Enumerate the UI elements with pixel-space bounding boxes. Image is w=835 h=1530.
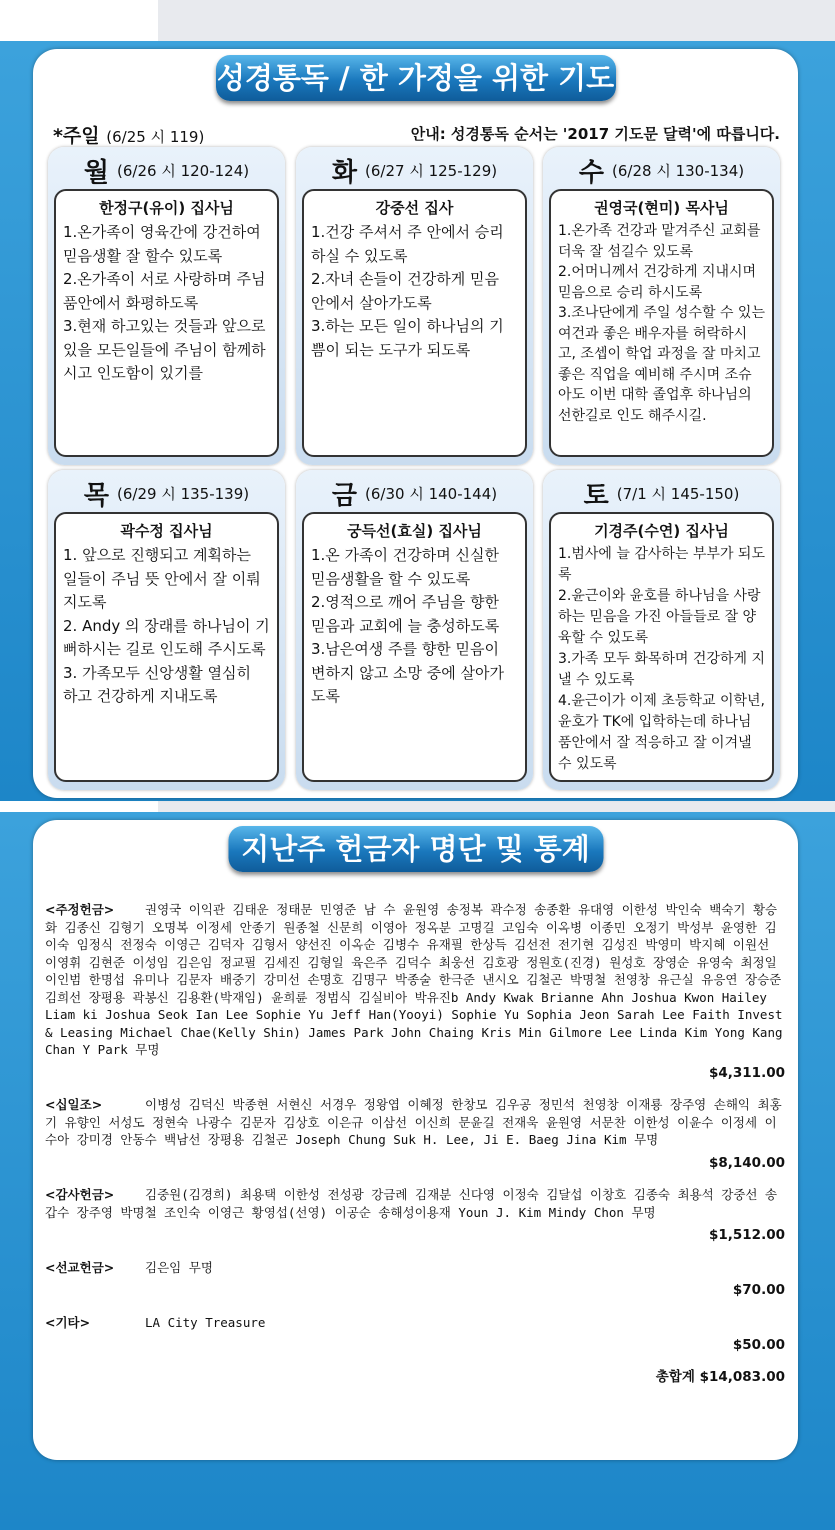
- offering-category: [45, 1314, 785, 1332]
- prayer-item: 2.영적으로 깨어 주님을 향한 믿음과 교회에 늘 충성하도록: [311, 593, 500, 635]
- prayer-item: 2.어머니께서 건강하게 지내시며 믿음으로 승리 하시도록: [558, 264, 757, 301]
- day-reading-ref: (6/28 시 130-134): [612, 162, 745, 180]
- offering-donor-names: 김은임 무명: [145, 1259, 213, 1275]
- prayer-person: 한정구(유이) 집사님: [99, 199, 234, 217]
- prayer-item: 3. 가족모두 신앙생활 열심히 하고 건강하게 지내도록: [63, 663, 252, 705]
- offering-amount: $4,311.00: [708, 1064, 785, 1081]
- offering-list: [45, 901, 785, 1386]
- offering-title: 지난주 헌금자 명단 및 통계: [228, 826, 603, 872]
- offering-donor-names: 이병성 김덕신 박종현 서현신 서경우 정왕엽 이혜정 한창모 김우공 정민석 천영창 이재룡 장주영 손해익 최홍기 유향인 서성도 정현숙 나광수 김문자 김상호 이은규 이삼선 이신희 문윤길 전재욱 윤원영 서문찬 이한성 이윤수 이정세 이수아 강미경 안동수 백남선 장평용 김철곤 Joseph Chung Suk H. Lee, Ji E. Baeg Jina Kim 무명: [45, 1097, 782, 1147]
- prayer-requests: [54, 512, 279, 782]
- prayer-person: 강중선 집사: [375, 199, 454, 217]
- offering-category: [45, 1096, 785, 1149]
- offering-amount: $8,140.00: [708, 1154, 785, 1171]
- day-box: [296, 147, 533, 465]
- offering-category-label: <감사헌금>: [45, 1187, 115, 1202]
- sunday-ref: (6/25 시 119): [106, 128, 205, 146]
- offering-category: [45, 901, 785, 1059]
- prayer-requests: [54, 189, 279, 457]
- day-header: [296, 152, 533, 189]
- prayer-person: 기경주(수연) 집사님: [594, 522, 729, 540]
- offering-category-label: <주정헌금>: [45, 902, 115, 917]
- offering-category-label: <십일조>: [45, 1097, 103, 1112]
- day-name: 수: [578, 158, 605, 188]
- prayer-item: 4.윤근이가 이제 초등학교 이학년, 윤호가 TK에 입학하는데 하나님 품안에서 잘 적응하고 잘 이겨낼 수 있도록: [558, 693, 765, 772]
- prayer-requests: [302, 512, 527, 782]
- offering-amount: $70.00: [732, 1282, 785, 1298]
- day-name: 토: [583, 481, 609, 511]
- prayer-item: 2.온가족이 서로 사랑하며 주님 품안에서 화평하도록: [63, 270, 266, 312]
- prayer-item: 1.온 가족이 건강하며 신실한 믿음생활을 할 수 있도록: [311, 546, 500, 588]
- prayer-requests: [302, 189, 527, 457]
- prayer-person: 궁득선(효실) 집사님: [347, 522, 482, 540]
- prayer-item: 1.건강 주셔서 주 안에서 승리하실 수 있도록: [311, 223, 504, 265]
- prayer-item: 1.범사에 늘 감사하는 부부가 되도록: [558, 546, 765, 583]
- prayer-card: [33, 49, 798, 798]
- day-box: [543, 147, 780, 465]
- prayer-item: 2.자녀 손들이 건강하게 믿음 안에서 살아가도록: [311, 270, 500, 312]
- day-box: [48, 470, 285, 790]
- day-reading-ref: (7/1 시 145-150): [616, 485, 740, 503]
- day-name: 화: [331, 158, 358, 188]
- day-name: 금: [331, 481, 358, 511]
- day-header: [543, 475, 780, 512]
- offering-category-label: <선교헌금>: [45, 1259, 115, 1275]
- offering-card: [33, 820, 798, 1460]
- offering-donor-names: 김중원(김경희) 최용택 이한성 전성광 강금례 김재분 신다영 이정숙 김달섭 이창호 김종숙 최용석 강중선 송갑수 장주영 박명철 조인숙 이영근 황영섭(선영) 이공순 송해성이용재 Youn J. Kim Mindy Chon 무명: [45, 1187, 778, 1220]
- offering-donor-names: 권영국 이익관 김태운 정태문 민영준 남 수 윤원영 송정복 곽수정 송종환 유대영 이한성 박인숙 백숙기 황승화 김종신 김형기 오명복 이정세 안종기 원종철 신문희 이영아 정옥분 고명길 고임숙 이옥병 이종민 오정기 박성부 윤영한 김이숙 임정식 전정숙 이영근 김덕자 김형서 양선진 이옥순 김병수 유재필 한상득 김선전 전기현 김성진 박영미 박지혜 이원선 이영휘 김현준 이성임 김은임 정교필 김세진 김형일 육은주 김덕수 최웅선 김호광 정원호(진경) 원성호 장영순 유영숙 최정일 이인범 한명섭 유미나 김문자 배중기 강미선 손명호 김명구 박종술 한극준 낸시오 김철곤 박명철 천영창 유근실 유응연 장승준 김희선 장평용 곽봉신 김용환(박재임) 윤희륜 정범식 김실비아 박유진b Andy Kwak Brianne Ahn Joshua Kwon Hailey Liam ki Joshua Seok Ian Lee Sophie Yu Jeff Han(Yooyi) Sophie Yu Sophia Jeon Sarah Lee Faith Invest & Leasing Michael Chae(Kelly Shin) James Park John Chaing Kris Min Gilmore Lee Linda Kim Yong Kang Chan Y Park 무명: [45, 902, 783, 1057]
- sunday-label: *주일: [53, 125, 100, 147]
- day-header: [48, 475, 285, 512]
- day-box: [543, 470, 780, 790]
- offering-category-label: <기타>: [45, 1314, 91, 1330]
- prayer-item: 3.가족 모두 화목하며 건강하게 지낼 수 있도록: [558, 651, 765, 688]
- prayer-person: 곽수정 집사님: [120, 522, 213, 540]
- prayer-title: 성경통독 / 한 가정을 위한 기도: [216, 55, 616, 101]
- day-reading-ref: (6/30 시 140-144): [365, 485, 498, 503]
- day-reading-ref: (6/26 시 120-124): [117, 162, 250, 180]
- offering-donor-names: LA City Treasure: [145, 1314, 266, 1330]
- prayer-item: 1. 앞으로 진행되고 계획하는 일들이 주님 뜻 안에서 잘 이뤄지도록: [63, 546, 261, 611]
- prayer-requests: [549, 512, 774, 782]
- day-header: [48, 152, 285, 189]
- reading-notice: 안내: 성경통독 순서는 '2017 기도문 달력'에 따릅니다.: [410, 125, 780, 143]
- prayer-item: 2.윤근이와 윤호를 하나님을 사랑하는 믿음을 가진 아들들로 잘 양육할 수 있도록: [558, 588, 761, 646]
- day-reading-ref: (6/27 시 125-129): [365, 162, 498, 180]
- sunday-reading: [53, 121, 204, 148]
- offering-category: [45, 1186, 785, 1221]
- day-header: [296, 475, 533, 512]
- prayer-person: 권영국(현미) 목사님: [594, 199, 729, 217]
- day-box: [296, 470, 533, 790]
- offering-category: [45, 1259, 785, 1277]
- prayer-item: 3.하는 모든 일이 하나님의 기쁨이 되는 도구가 되도록: [311, 317, 504, 359]
- prayer-item: 1.온가족이 영육간에 강건하여 믿음생활 잘 할수 있도록: [63, 223, 261, 265]
- offering-grand-total: 총합계 $14,083.00: [655, 1368, 785, 1385]
- prayer-requests: [549, 189, 774, 457]
- day-reading-ref: (6/29 시 135-139): [117, 485, 250, 503]
- prayer-item: 3.현재 하고있는 것들과 앞으로 있을 모든일들에 주님이 함께하시고 인도함이 있기를: [63, 317, 266, 382]
- prayer-item: 2. Andy 의 장래를 하나님이 기뻐하시는 길로 인도해 주시도록: [63, 616, 270, 658]
- prayer-item: 1.온가족 건강과 맡겨주신 교회를 더욱 잘 섬길수 있도록: [558, 223, 761, 260]
- offering-amount: $1,512.00: [708, 1227, 785, 1243]
- day-box: [48, 147, 285, 465]
- day-name: 월: [83, 158, 110, 188]
- prayer-item: 3.남은여생 주를 향한 믿음이 변하지 않고 소망 중에 살아가도록: [311, 640, 504, 705]
- prayer-item: 3.조나단에게 주일 성수할 수 있는 여건과 좋은 배우자를 허락하시고, 조셉이 학업 과정을 잘 마치고 좋은 직업을 예비해 주시며 조슈아도 이번 대학 졸업후 하나님의 선한길로 인도 해주시길.: [558, 305, 765, 424]
- offering-amount: $50.00: [732, 1337, 785, 1353]
- day-header: [543, 152, 780, 189]
- day-name: 목: [83, 481, 110, 511]
